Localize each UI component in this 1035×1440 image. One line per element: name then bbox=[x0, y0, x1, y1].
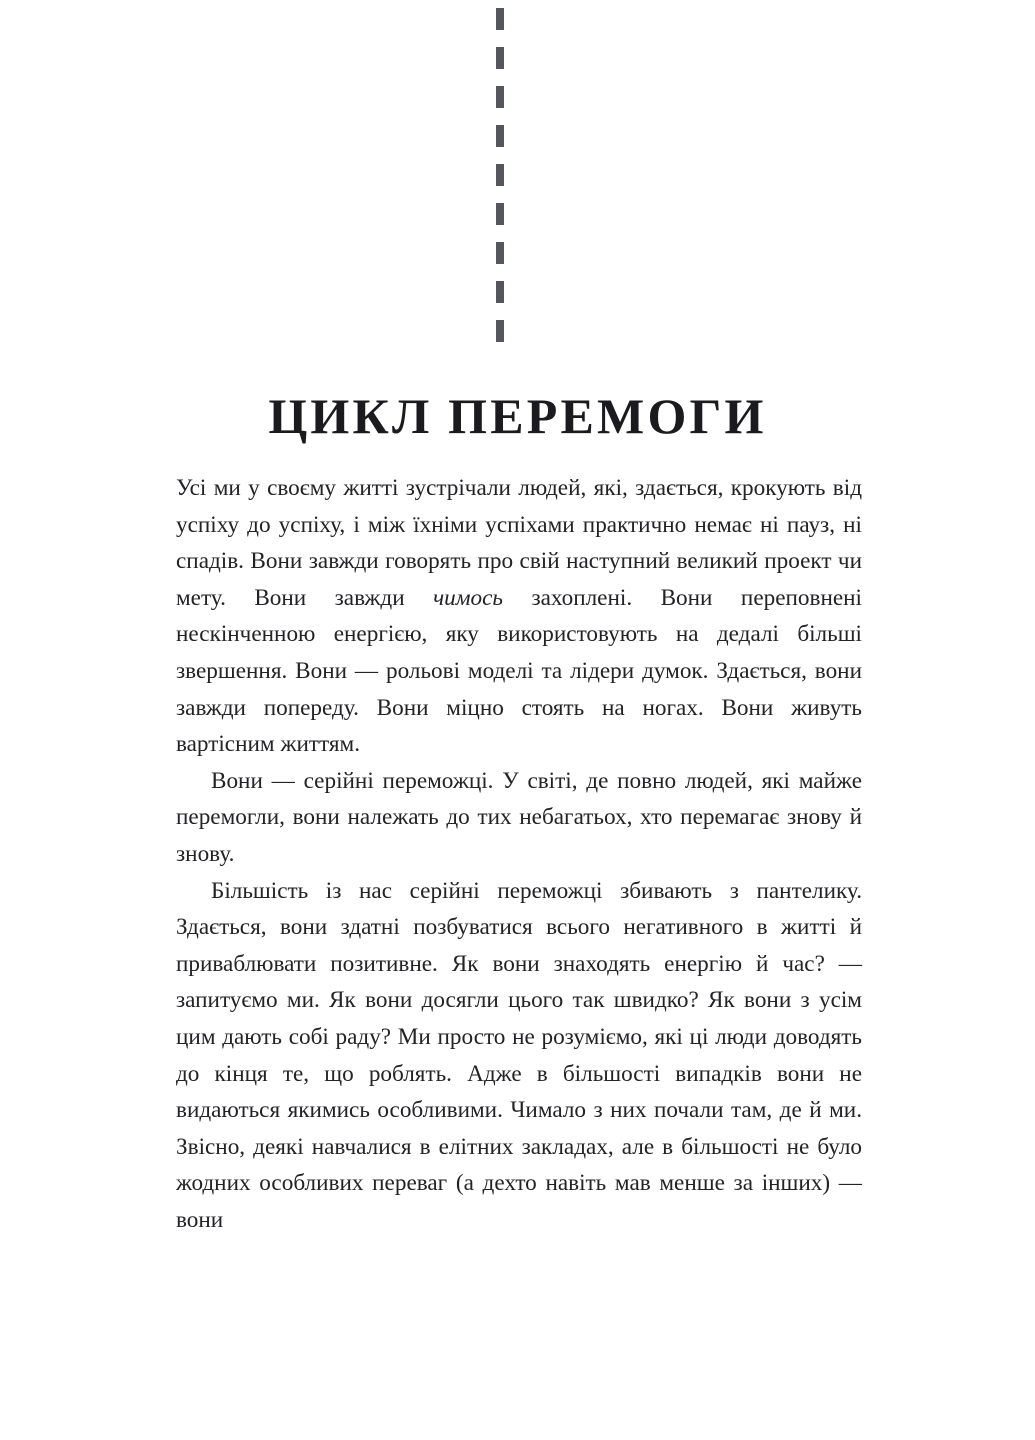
paragraph-1-text-before-emphasis: Усі ми у своєму житті зустрічали людей, які, здається, крокують від успіху до успіху, і між їхніми успіхами практично немає ні пауз, ні спадів. Вони завжди говорять про свій наступний великий проект чи мету. Вони завжди bbox=[176, 475, 862, 611]
body-text-column bbox=[176, 470, 862, 1238]
vertical-dashed-rule-decoration bbox=[496, 8, 504, 346]
page-title: ЦИКЛ ПЕРЕМОГИ bbox=[268, 387, 767, 444]
paragraph-1 bbox=[176, 470, 862, 763]
paragraph-1-text-after-emphasis: захоплені. Вони переповнені нескінченною енергією, яку використовують на дедалі більші звершення. Вони — рольові моделі та лідери думок. Здається, вони завжди попереду. Вони міцно стоять на ногах. Вони живуть вартісним життям. bbox=[176, 584, 862, 758]
paragraph-1-emphasized-word: чимось bbox=[433, 584, 503, 611]
paragraph-3: Більшість із нас серійні переможці збивають з пантелику. Здається, вони здатні позбуватися всього негативного в житті й приваблювати позитивне. Як вони знаходять енергію й час? — запитуємо ми. Як вони досягли цього так швидко? Як вони з усім цим дають собі раду? Ми просто не розуміємо, які ці люди доводять до кінця те, що роблять. Адже в більшості випадків вони не видаються якимись особливими. Чимало з них почали там, де й ми. Звісно, деякі навчалися в елітних закладах, але в більшості не було жодних особливих переваг (а дехто навіть мав менше за інших) — вони bbox=[176, 877, 862, 1233]
paragraph-2: Вони — серійні переможці. У світі, де повно людей, які майже перемогли, вони належать до тих небагатьох, хто перемагає знову й знову. bbox=[176, 767, 862, 867]
